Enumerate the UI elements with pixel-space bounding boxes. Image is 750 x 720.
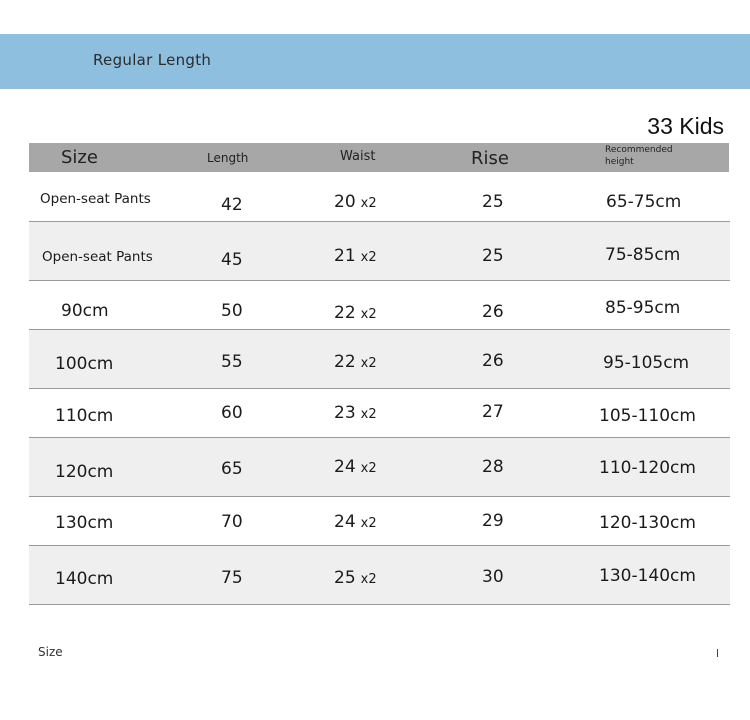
cell-recommended-height: 65-75cm <box>606 192 682 212</box>
cell-rise: 25 <box>482 246 504 266</box>
table-row <box>29 389 730 438</box>
header-rise: Rise <box>471 148 509 169</box>
cell-waist: 20 x2 <box>334 192 377 212</box>
cell-rise: 26 <box>482 302 504 322</box>
cell-rise: 30 <box>482 567 504 587</box>
cell-waist: 22 x2 <box>334 352 377 372</box>
cell-recommended-height: 130-140cm <box>599 566 696 586</box>
cell-rise: 26 <box>482 351 504 371</box>
cell-size: 120cm <box>55 462 114 482</box>
cell-length: 55 <box>221 352 243 372</box>
cell-size: Open-seat Pants <box>42 249 153 265</box>
banner <box>0 34 750 89</box>
cell-waist: 24 x2 <box>334 512 377 532</box>
cell-waist: 24 x2 <box>334 457 377 477</box>
cell-rise: 29 <box>482 511 504 531</box>
cell-recommended-height: 105-110cm <box>599 406 696 426</box>
header-recommended-height: Recommended height <box>605 145 673 167</box>
cell-rise: 25 <box>482 192 504 212</box>
cell-recommended-height: 110-120cm <box>599 458 696 478</box>
cell-recommended-height: 120-130cm <box>599 513 696 533</box>
header-length: Length <box>207 151 249 165</box>
cell-length: 70 <box>221 512 243 532</box>
table-row <box>29 546 730 605</box>
footer-tick <box>717 649 718 657</box>
cell-recommended-height: 95-105cm <box>603 353 690 373</box>
cell-size: 110cm <box>55 406 114 426</box>
cell-rise: 28 <box>482 457 504 477</box>
cell-waist: 25 x2 <box>334 568 377 588</box>
cell-waist: 22 x2 <box>334 303 377 323</box>
cell-waist: 21 x2 <box>334 246 377 266</box>
cell-length: 60 <box>221 403 243 423</box>
table-row <box>29 497 730 546</box>
banner-title: Regular Length <box>93 51 212 69</box>
table-row <box>29 172 730 222</box>
cell-size: 100cm <box>55 354 114 374</box>
cell-length: 50 <box>221 301 243 321</box>
cell-size: 90cm <box>61 301 109 321</box>
cell-size: 140cm <box>55 569 114 589</box>
table-header <box>29 143 729 172</box>
cell-size: 130cm <box>55 513 114 533</box>
brand-label: 33 Kids <box>647 113 724 139</box>
cell-recommended-height: 75-85cm <box>605 245 681 265</box>
header-size: Size <box>61 147 98 168</box>
table-row <box>29 281 730 330</box>
cell-waist: 23 x2 <box>334 403 377 423</box>
table-row <box>29 330 730 389</box>
cell-rise: 27 <box>482 402 504 422</box>
cell-size: Open-seat Pants <box>40 191 151 207</box>
cell-recommended-height: 85-95cm <box>605 298 681 318</box>
cell-length: 45 <box>221 250 243 270</box>
cell-length: 75 <box>221 568 243 588</box>
header-waist: Waist <box>340 149 376 164</box>
cell-length: 42 <box>221 195 243 215</box>
cell-length: 65 <box>221 459 243 479</box>
table-row <box>29 438 730 497</box>
table-row <box>29 222 730 281</box>
footer-size-label: Size <box>38 645 63 659</box>
